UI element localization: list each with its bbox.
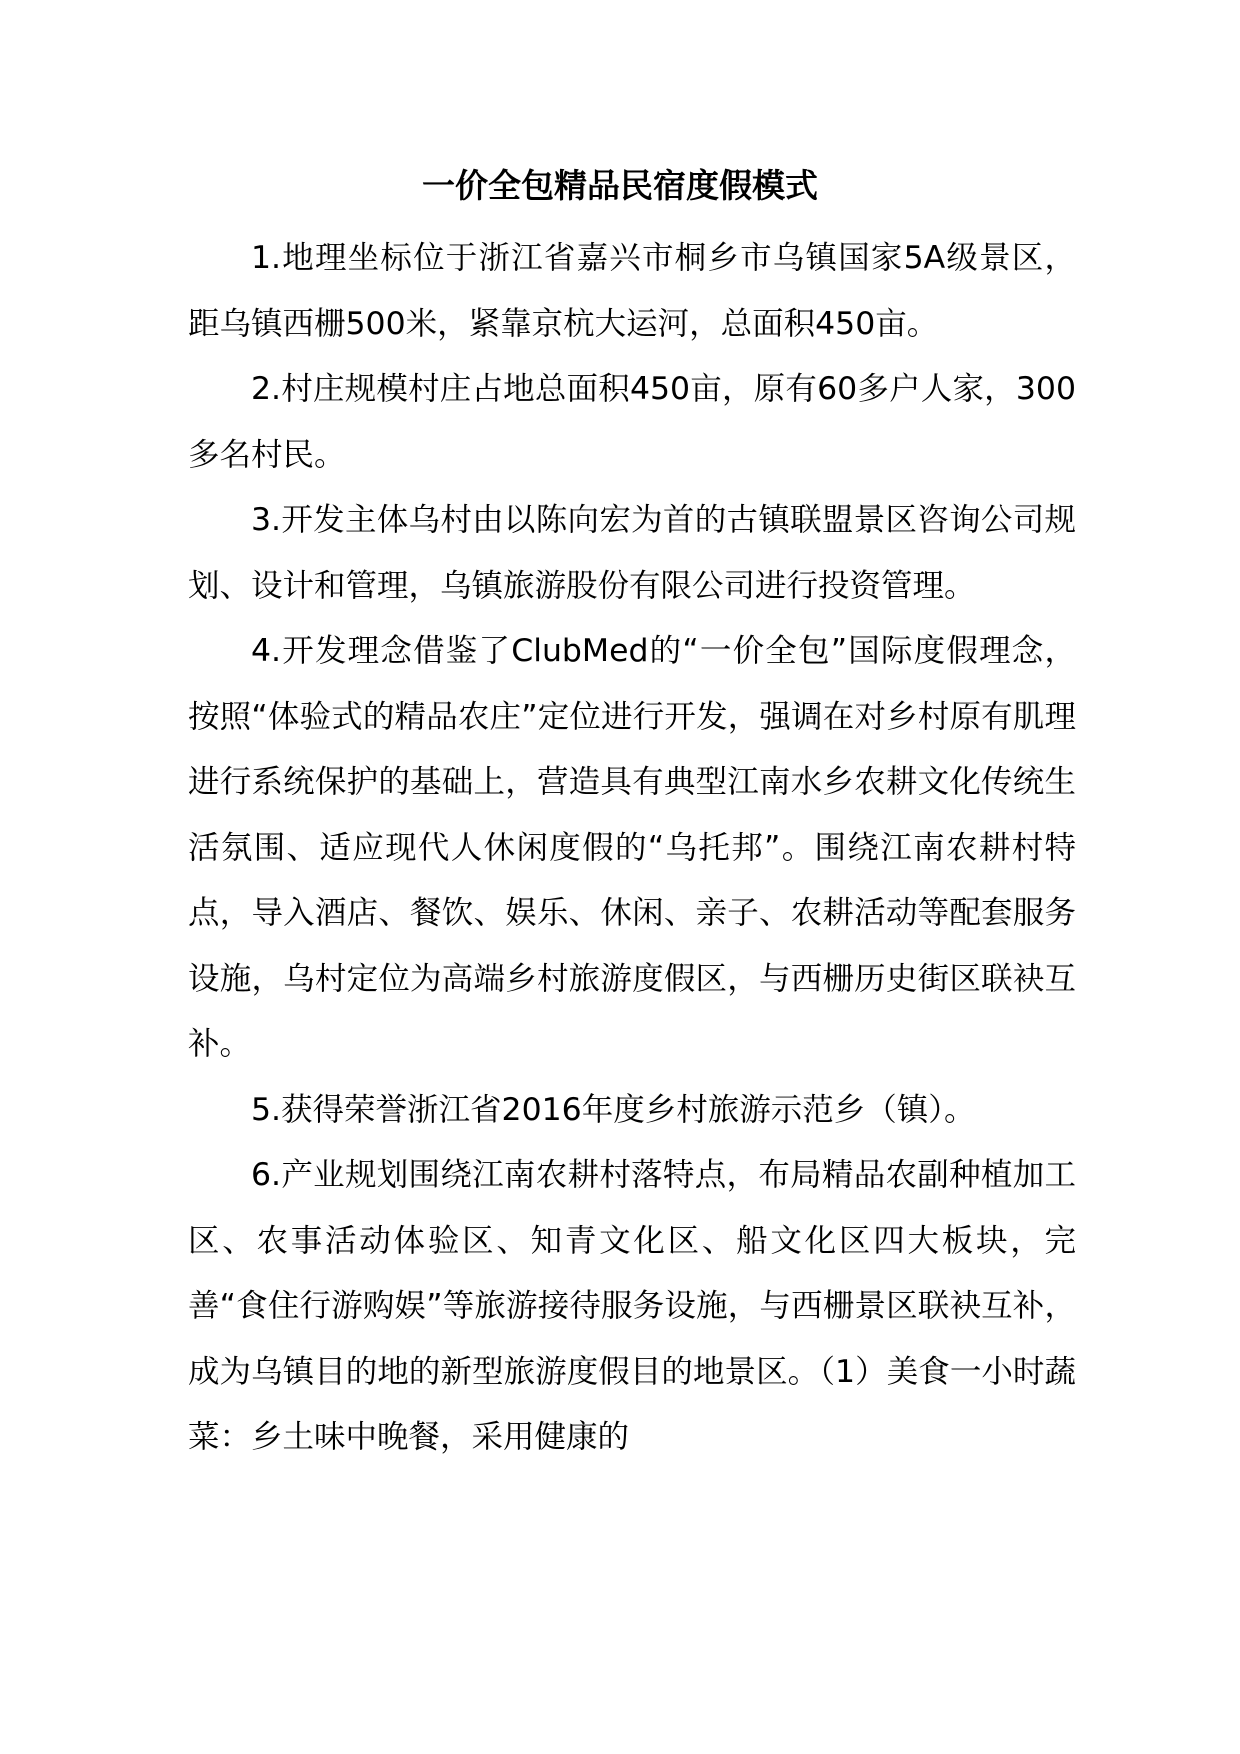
paragraph-concept: 4.开发理念借鉴了ClubMed的“一价全包”国际度假理念，按照“体验式的精品农庄”定位进行开发，强调在对乡村原有肌理进行系统保护的基础上，营造具有典型江南水乡农耕文化传统生活氛围、适应现代人休闲度假的“乌托邦”。围绕江南农耕村特点，导入酒店、餐饮、娱乐、休闲、亲子、农耕活动等配套服务设施，乌村定位为高端乡村旅游度假区，与西栅历史街区联袂互补。 <box>188 633 1076 1062</box>
paragraph-village-scale: 2.村庄规模村庄占地总面积450亩，原有60多户人家，300多名村民。 <box>188 371 1076 473</box>
paragraph-developer: 3.开发主体乌村由以陈向宏为首的古镇联盟景区咨询公司规划、设计和管理，乌镇旅游股份有限公司进行投资管理。 <box>188 502 1076 604</box>
paragraph-industry-plan: 6.产业规划围绕江南农耕村落特点，布局精品农副种植加工区、农事活动体验区、知青文化区、船文化区四大板块，完善“食住行游购娱”等旅游接待服务设施，与西栅景区联袂互补，成为乌镇目的地的新型旅游度假目的地景区。（1）美食一小时蔬菜：乡土味中晚餐，采用健康的 <box>188 1157 1076 1455</box>
paragraph-location: 1.地理坐标位于浙江省嘉兴市桐乡市乌镇国家5A级景区，距乌镇西栅500米，紧靠京杭大运河，总面积450亩。 <box>188 240 1076 342</box>
document-body <box>188 226 1076 1471</box>
document-title: 一价全包精品民宿度假模式 <box>422 166 818 205</box>
paragraph-honors: 5.获得荣誉浙江省2016年度乡村旅游示范乡（镇）。 <box>251 1091 976 1128</box>
